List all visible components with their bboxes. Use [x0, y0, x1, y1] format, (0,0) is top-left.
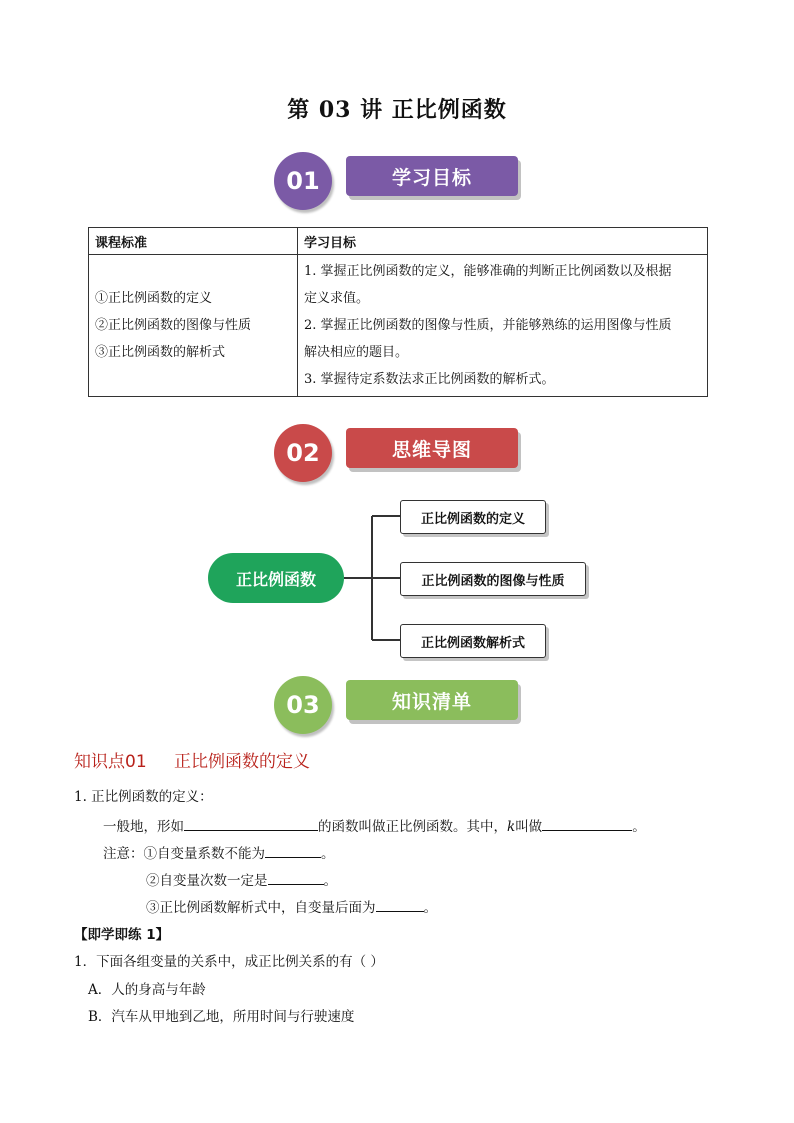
- table-header-standards: 课程标准: [89, 228, 298, 255]
- knowledge-point-heading: 正比例函数的定义: [174, 752, 311, 772]
- goal-line: 3. 掌握待定系数法求正比例函数的解析式。: [304, 372, 555, 387]
- practice-option-a: A．人的身高与年龄: [88, 982, 206, 998]
- mindmap-root: 正比例函数: [208, 553, 344, 603]
- mindmap-branch-graph-properties: 正比例函数的图像与性质: [400, 562, 586, 596]
- section-number-circle: 03: [274, 676, 332, 734]
- blank-k-name: [542, 816, 632, 831]
- goal-line: 2. 掌握正比例函数的图像与性质，并能够熟练的运用图像与性质: [304, 318, 672, 333]
- practice-option-b: B．汽车从甲地到乙地，所用时间与行驶速度: [88, 1009, 355, 1025]
- section-number-circle: 01: [274, 152, 332, 210]
- mindmap-branch-definition: 正比例函数的定义: [400, 500, 546, 534]
- blank-note-1: [265, 843, 321, 858]
- definition-text-a: 一般地，形如: [103, 819, 184, 835]
- practice-label: 【即学即练 1】: [74, 927, 170, 943]
- definition-text-c: 叫做: [515, 819, 543, 835]
- blank-note-3: [376, 897, 424, 912]
- standard-item: ①正比例函数的定义: [95, 291, 213, 306]
- definition-line: [103, 815, 646, 835]
- section-label-bar: 知识清单: [346, 680, 518, 720]
- standard-item: ③正比例函数的解析式: [95, 345, 226, 360]
- goal-line: 解决相应的题目。: [304, 345, 409, 360]
- note-2-end: 。: [323, 873, 337, 889]
- practice-question: 1．下面各组变量的关系中，成正比例关系的有（ ）: [74, 954, 384, 970]
- note-2-text: ②自变量次数一定是: [146, 873, 268, 889]
- section-number-circle: 02: [274, 424, 332, 482]
- table-header-goals: 学习目标: [298, 228, 708, 255]
- note-1-text: 注意：①自变量系数不能为: [103, 846, 265, 862]
- goal-line: 定义求值。: [304, 291, 370, 306]
- knowledge-point-number: 知识点01: [74, 752, 147, 772]
- variable-k: k: [507, 819, 516, 835]
- definition-text-b: 的函数叫做正比例函数。其中，: [318, 819, 507, 835]
- note-2: [146, 869, 337, 889]
- blank-note-2: [268, 870, 324, 885]
- mindmap-branch-expression: 正比例函数解析式: [400, 624, 546, 658]
- note-3-text: ③正比例函数解析式中，自变量后面为: [146, 900, 376, 916]
- section-label-bar: 思维导图: [346, 428, 518, 468]
- knowledge-point-title: [74, 747, 310, 772]
- page-title: 第 03 讲 正比例函数: [287, 97, 507, 123]
- goal-line: 1. 掌握正比例函数的定义，能够准确的判断正比例函数以及根据: [304, 264, 672, 279]
- section-badge-03: [272, 674, 522, 738]
- note-3-end: 。: [423, 900, 437, 916]
- item-1: 1. 正比例函数的定义：: [74, 789, 213, 805]
- note-3: [146, 896, 437, 916]
- note-1: [103, 842, 335, 862]
- blank-form: [184, 816, 318, 831]
- standard-item: ②正比例函数的图像与性质: [95, 318, 252, 333]
- definition-end: 。: [632, 819, 646, 835]
- note-1-end: 。: [321, 846, 335, 862]
- section-label-bar: 学习目标: [346, 156, 518, 196]
